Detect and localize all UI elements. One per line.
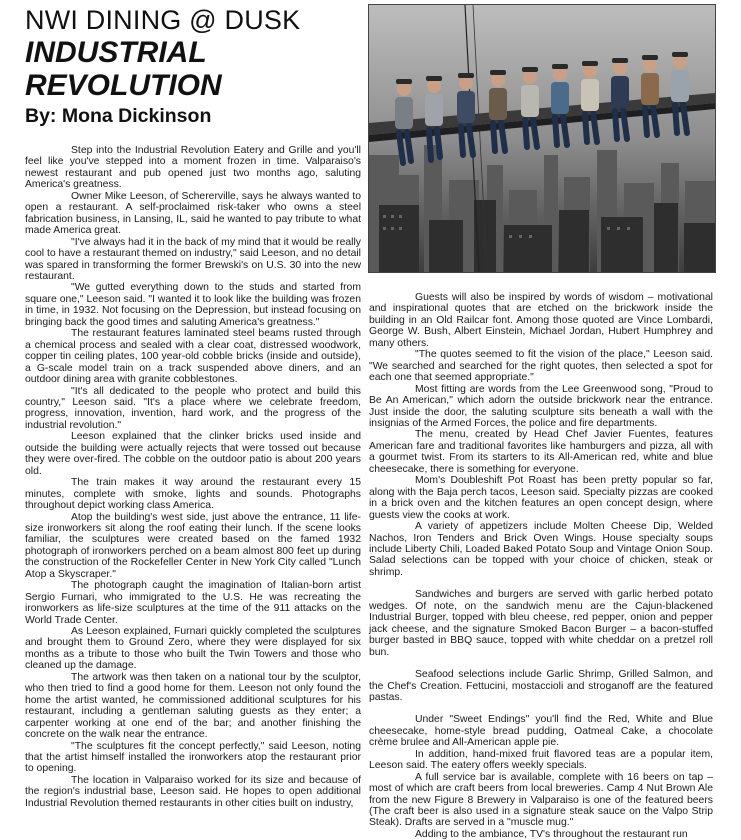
paragraph: "We gutted everything down to the studs and started from square one," Leeson said. "I wanted it to look like the building was frozen in time, in 1932. Not focusing on the Depression, but instead focusing on bringing back the good times and saluting America's greatness." — [25, 282, 361, 328]
paragraph: The artwork was then taken on a national tour by the sculptor, who then tried to find a good home for them. Leeson not only found the home the artist wanted, he commissioned additional sculptures for his restaurant, including a gentleman saluting guests as they enter; a carpenter working at one end of the bar; and another finishing the concrete on the walk near the entrance. — [25, 671, 361, 741]
article-header — [25, 4, 365, 128]
paragraph: Step into the Industrial Revolution Eatery and Grille and you'll feel like you've stepped into a moment frozen in time. Valparaiso's newest restaurant and pub opened just two months ago, saluting America's greatness. — [25, 145, 361, 191]
paragraph: The train makes it way around the restaurant every 15 minutes, complete with smoke, lights and sounds. Photographs throughout depict working class America. — [25, 477, 361, 512]
paragraph: Owner Mike Leeson, of Schererville, says he always wanted to open a restaurant. A self-proclaimed risk-taker who owns a steel fabrication business, in Lansing, IL, said he wanted to pay tribute to what made America great. — [25, 190, 361, 237]
paragraph: A variety of appetizers include Molten Cheese Dip, Welded Nachos, Iron Tenders and Brick Oven Wings. House specialty soups include Liberty Chili, Loaded Baked Potato Soup and Vintage Onion Soup. Salad selections can be topped with your choice of chicken, steak or shrimp. — [369, 521, 713, 578]
paragraph: Most fitting are words from the Lee Greenwood song, "Proud to Be An American," which adorn the outside brickwork near the entrance. Just inside the door, the saluting sculpture sits beneath a wall with the insignias of the Armed Forces, the police and fire departments. — [369, 383, 713, 429]
paragraph: Atop the building's west side, just above the entrance, 11 life-size ironworkers sit along the roof eating their lunch. If the scene looks familiar, the sculptures were created based on the famed 1932 photograph of ironworkers perched on a beam almost 800 feet up during the construction of the Rockefeller Center in New York City called "Lunch Atop a Skyscraper." — [25, 511, 361, 580]
paragraph: Seafood selections include Garlic Shrimp, Grilled Salmon, and the Chef's Creation. Fettucini, mostaccioli and stroganoff are the featured pastas. — [369, 669, 713, 703]
paragraph: Sandwiches and burgers are served with garlic herbed potato wedges. Of note, on the sandwich menu are the Cajun-blackened Industrial Burger, topped with bleu cheese, red pepper, onion and pepper jack cheese, and the signature Smoked Bacon Burger – a bacon-stuffed burger basted in BBQ sauce, topped with white cheddar on a pretzel roll bun. — [369, 589, 713, 658]
paragraph: The menu, created by Head Chef Javier Fuentes, features American fare and traditional favorites like hamburgers and pizza, all with a gourmet twist. From its starters to its All-American red, white and blue cheesecake, there is something for everyone. — [369, 429, 713, 475]
paragraph: Leeson explained that the clinker bricks used inside and outside the building were actually rejects that were tossed out because they were over-fired. The cobble on the outdoor patio is about 200 years old. — [25, 431, 361, 477]
paragraph: "It's all dedicated to the people who protect and build this country," Leeson said. "It's a place where we celebrate freedom, progress, innovation, invention, hard work, and the progress of the industrial revolution." — [25, 385, 361, 431]
paragraph: "The sculptures fit the concept perfectly," said Leeson, noting that the artist himself installed the ironworkers atop the restaurant prior to opening. — [25, 740, 361, 775]
paragraph: The location in Valparaiso worked for its size and because of the region's industrial base, Leeson said. He hopes to open additional Industrial Revolution themed restaurants in other cities built on industry, — [25, 774, 361, 809]
ironworkers-lunch-photo — [368, 4, 716, 273]
paragraph: Guests will also be inspired by words of wisdom – motivational and inspirational quotes that are etched on the brickwork inside the building in an Old Railcar font. Among those quoted are Vince Lombardi, George W. Bush, Albert Einstein, Michael Jordan, Hubert Humphrey and many others. — [369, 292, 713, 349]
article-title-line-1: INDUSTRIAL — [25, 36, 207, 69]
paragraph: A full service bar is available, complete with 16 beers on tap – most of which are craft beers from local breweries. Camp 4 Nut Brown Ale from the new Figure 8 Brewery in Valparaiso is one of the featured beers (The craft beer is also used in a signature steak sauce on the Valpo Strip Steak). Drafts are served in a "muscle mug." — [369, 771, 713, 829]
byline: By: Mona Dickinson — [25, 105, 212, 127]
paragraph: "The quotes seemed to fit the vision of the place," Leeson said. "We searched and searched for the right quotes, then selected a spot for each one that seemed appropriate." — [369, 349, 713, 384]
paragraph: "I've always had it in the back of my mind that it would be really cool to have a restaurant themed on industry," said Leeson, and no detail was spared in transforming the former Brewski's on U.S. 30 into the new restaurant. — [25, 236, 361, 282]
paragraph: Adding to the ambiance, TV's throughout the restaurant run — [415, 828, 688, 840]
article-column-left — [25, 145, 361, 829]
paragraph: The photograph caught the imagination of Italian-born artist Sergio Furnari, who immigrated to the U.S. He was recreating the ironworkers as life-size sculptures at the time of the 911 attacks on the World Trade Center. — [25, 580, 361, 626]
section-kicker: NWI DINING @ DUSK — [25, 5, 301, 35]
article-column-right — [369, 292, 713, 840]
paragraph: The restaurant features laminated steel beams rusted through a chemical process and sealed with a clear coat, distressed woodwork, copper tin ceiling plates, 100 year-old cobble bricks (inside and outside), a G-scale model train on a track suspended above diners, and an outdoor dining area with granite cobblestones. — [25, 328, 361, 386]
paragraph: In addition, hand-mixed fruit flavored teas are a popular item, Leeson said. The eatery offers weekly specials. — [369, 748, 713, 772]
paragraph: Under "Sweet Endings" you'll find the Red, White and Blue cheesecake, home-style bread pudding, Oatmeal Cake, a chocolate crème brulee and All-American apple pie. — [369, 714, 713, 749]
paragraph: As Leeson explained, Furnari quickly completed the sculptures and brought them to Ground Zero, where they were displayed for six months as a tribute to those who built the Twin Towers and those who cleaned up the damage. — [25, 626, 361, 672]
photo-illustration — [369, 5, 715, 272]
paragraph: Mom's Doubleshift Pot Roast has been pretty popular so far, along with the Baja perch tacos, Leeson said. Specialty pizzas are cooked in a brick oven and the kitchen features an open concept design, where guests view the cooks at work. — [369, 475, 713, 521]
article-title-line-2: REVOLUTION — [25, 69, 222, 102]
